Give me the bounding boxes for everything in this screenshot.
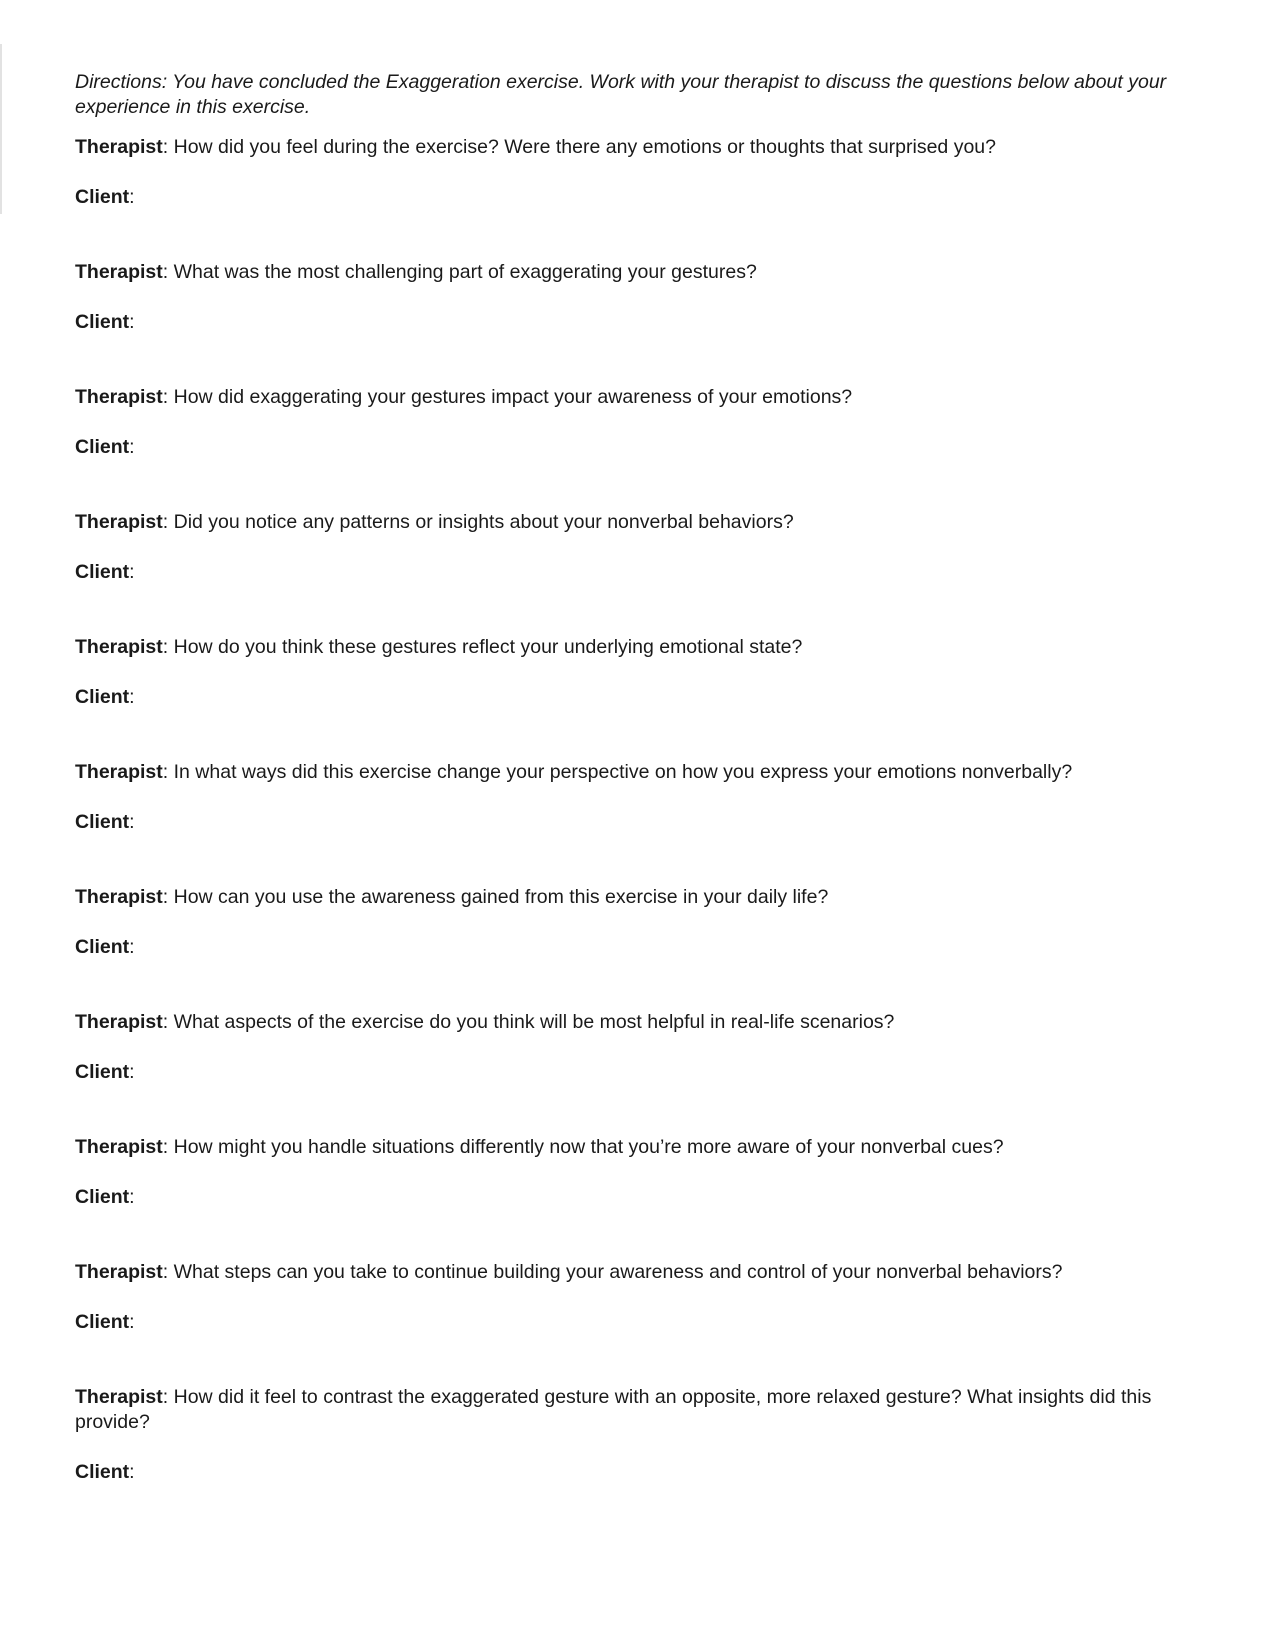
page-edge-divider — [0, 44, 2, 214]
therapist-label: Therapist — [75, 136, 163, 158]
therapist-label: Therapist — [75, 386, 163, 408]
therapist-question: Therapist: How did exaggerating your gestures impact your awareness of your emotions? — [75, 386, 853, 408]
therapist-question: Therapist: How do you think these gestures reflect your underlying emotional state? — [75, 636, 803, 658]
client-response[interactable]: Client: — [75, 436, 135, 458]
question-text: How did exaggerating your gestures impact your awareness of your emotions? — [173, 386, 853, 408]
therapist-label: Therapist — [75, 886, 163, 908]
therapist-label: Therapist — [75, 1136, 163, 1158]
qa-item — [75, 885, 1215, 1010]
client-response[interactable]: Client: — [75, 311, 135, 333]
question-text: What aspects of the exercise do you think will be most helpful in real-life scenarios? — [173, 1011, 895, 1033]
question-text: How did it feel to contrast the exaggerated gesture with an opposite, more relaxed gesture? What insights did this provide? — [75, 1386, 1152, 1433]
qa-item — [75, 1385, 1215, 1535]
qa-item — [75, 385, 1215, 510]
therapist-label: Therapist — [75, 761, 163, 783]
qa-item — [75, 260, 1215, 385]
client-label: Client — [75, 1061, 130, 1083]
therapist-question: Therapist: How did you feel during the exercise? Were there any emotions or thoughts that surprised you? — [75, 136, 996, 158]
client-label: Client — [75, 811, 130, 833]
therapist-label: Therapist — [75, 511, 163, 533]
therapist-label: Therapist — [75, 1011, 163, 1033]
client-response[interactable]: Client: — [75, 1461, 135, 1483]
client-label: Client — [75, 1186, 130, 1208]
therapist-question: Therapist: Did you notice any patterns or insights about your nonverbal behaviors? — [75, 511, 794, 533]
therapist-label: Therapist — [75, 1386, 163, 1408]
directions-text: Directions: You have concluded the Exaggeration exercise. Work with your therapist to discuss the questions below about your experience in this exercise. — [75, 71, 1167, 118]
client-label: Client — [75, 936, 130, 958]
question-text: How did you feel during the exercise? Were there any emotions or thoughts that surprised you? — [173, 136, 996, 158]
qa-list — [75, 135, 1215, 1535]
client-label: Client — [75, 1461, 130, 1483]
client-response[interactable]: Client: — [75, 1186, 135, 1208]
question-text: How do you think these gestures reflect your underlying emotional state? — [173, 636, 803, 658]
client-response[interactable]: Client: — [75, 811, 135, 833]
therapist-question: Therapist: How did it feel to contrast the exaggerated gesture with an opposite, more relaxed gesture? What insights did this provide? — [75, 1386, 1152, 1433]
therapist-question: Therapist: How can you use the awareness gained from this exercise in your daily life? — [75, 886, 829, 908]
therapist-label: Therapist — [75, 1261, 163, 1283]
question-text: How might you handle situations differently now that you’re more aware of your nonverbal cues? — [173, 1136, 1004, 1158]
qa-item — [75, 510, 1215, 635]
client-response[interactable]: Client: — [75, 1311, 135, 1333]
client-response[interactable]: Client: — [75, 936, 135, 958]
client-label: Client — [75, 1311, 130, 1333]
therapist-question: Therapist: What was the most challenging part of exaggerating your gestures? — [75, 261, 757, 283]
client-label: Client — [75, 561, 130, 583]
client-response[interactable]: Client: — [75, 186, 135, 208]
client-label: Client — [75, 436, 130, 458]
client-label: Client — [75, 186, 130, 208]
qa-item — [75, 635, 1215, 760]
question-text: How can you use the awareness gained from this exercise in your daily life? — [173, 886, 829, 908]
client-response[interactable]: Client: — [75, 561, 135, 583]
question-text: What steps can you take to continue building your awareness and control of your nonverbal behaviors? — [173, 1261, 1063, 1283]
qa-item — [75, 1260, 1215, 1385]
qa-item — [75, 135, 1215, 260]
therapist-question: Therapist: In what ways did this exercise change your perspective on how you express your emotions nonverbally? — [75, 761, 1073, 783]
question-text: Did you notice any patterns or insights about your nonverbal behaviors? — [173, 511, 794, 533]
question-text: What was the most challenging part of exaggerating your gestures? — [173, 261, 757, 283]
client-response[interactable]: Client: — [75, 686, 135, 708]
client-response[interactable]: Client: — [75, 1061, 135, 1083]
qa-item — [75, 1135, 1215, 1260]
therapist-label: Therapist — [75, 636, 163, 658]
therapist-label: Therapist — [75, 261, 163, 283]
therapist-question: Therapist: What aspects of the exercise do you think will be most helpful in real-life scenarios? — [75, 1011, 895, 1033]
therapist-question: Therapist: How might you handle situations differently now that you’re more aware of your nonverbal cues? — [75, 1136, 1004, 1158]
qa-item — [75, 1010, 1215, 1135]
client-label: Client — [75, 311, 130, 333]
client-label: Client — [75, 686, 130, 708]
therapist-question: Therapist: What steps can you take to continue building your awareness and control of your nonverbal behaviors? — [75, 1261, 1063, 1283]
qa-item — [75, 760, 1215, 885]
worksheet-page — [75, 70, 1215, 1535]
question-text: In what ways did this exercise change your perspective on how you express your emotions nonverbally? — [173, 761, 1073, 783]
